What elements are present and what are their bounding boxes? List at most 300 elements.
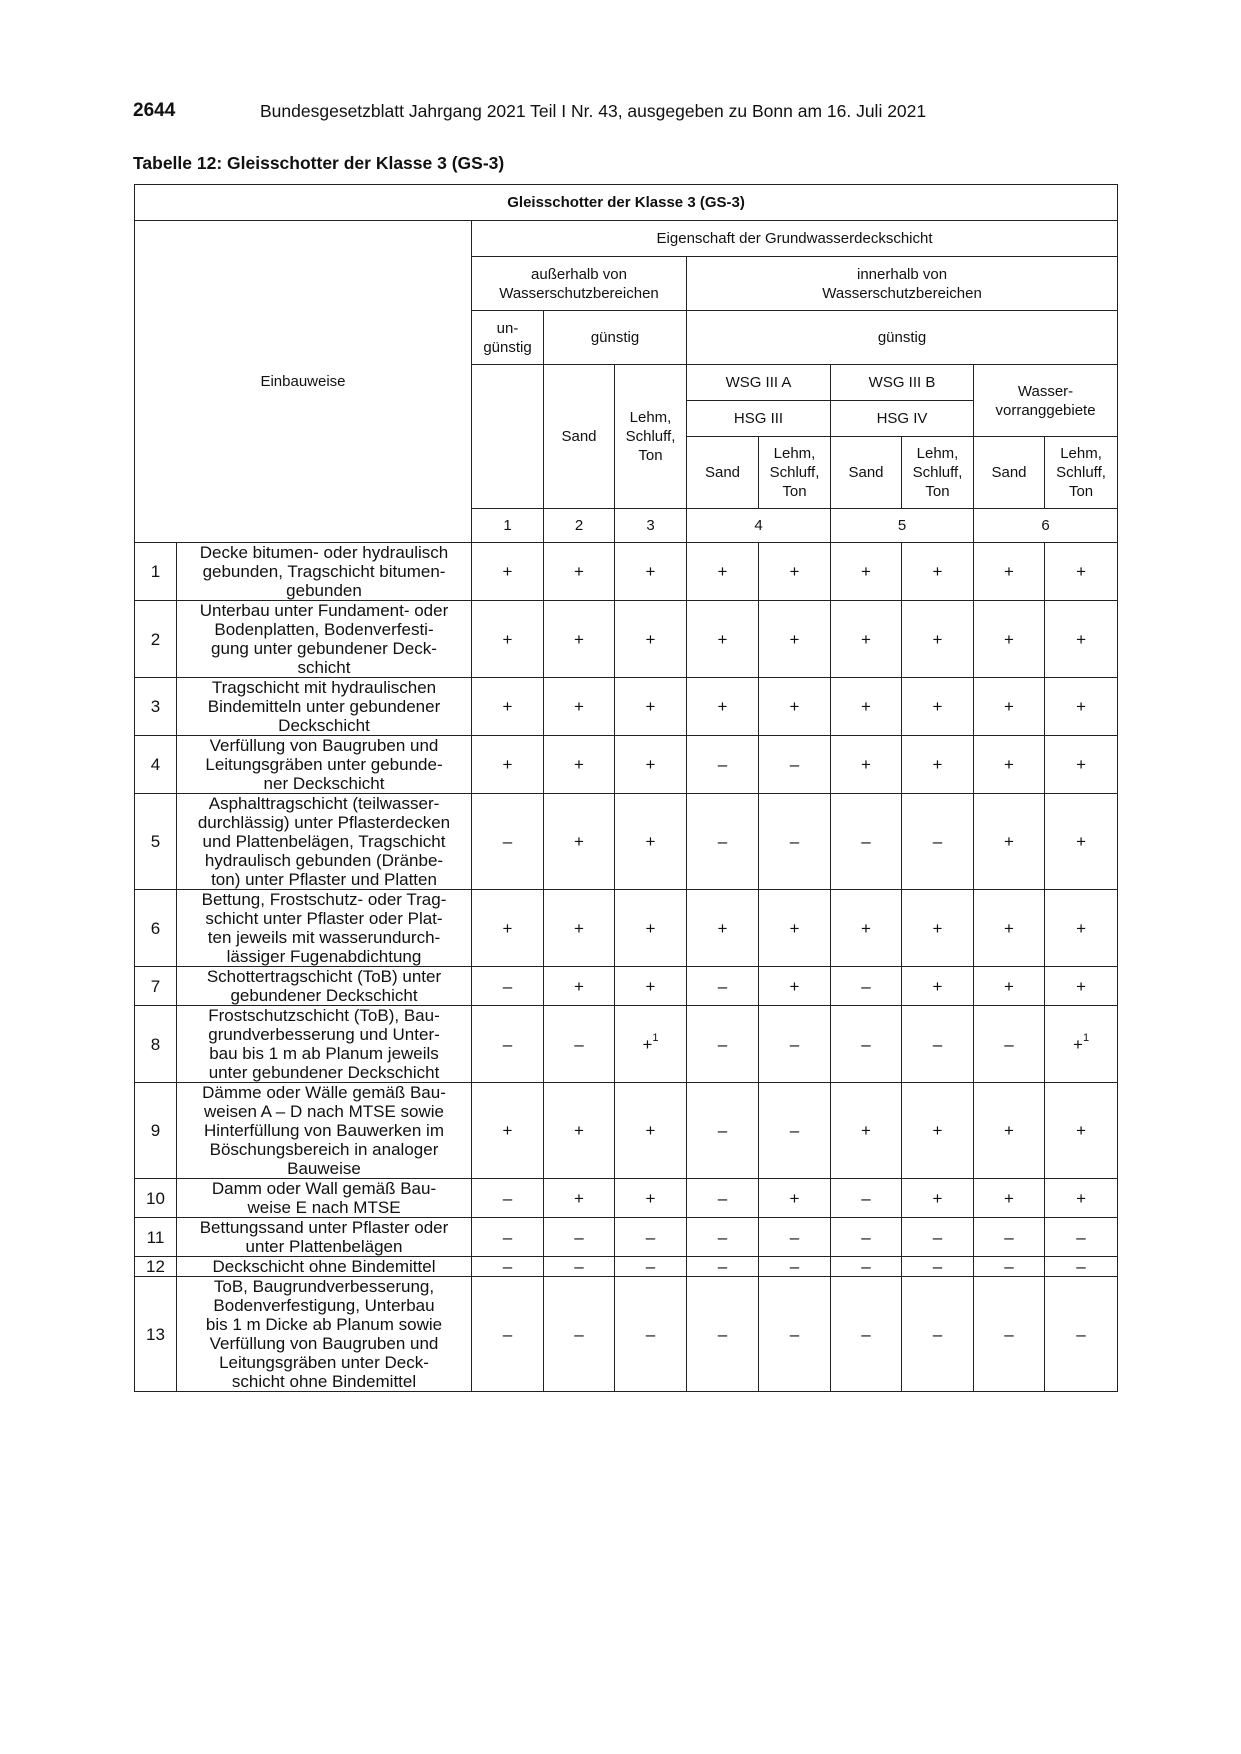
description-line: Dämme oder Wälle gemäß Bau- <box>202 1083 446 1102</box>
rating-value: + <box>932 1121 943 1140</box>
rating-cell <box>544 543 615 601</box>
description-line: Bettungssand unter Pflaster oder <box>199 1218 449 1237</box>
rating-value: – <box>789 1227 800 1247</box>
table-row <box>135 601 1118 678</box>
column-number: 5 <box>831 509 974 543</box>
header-sand: Sand <box>974 437 1045 509</box>
description-line: Damm oder Wall gemäß Bau- <box>211 1179 437 1198</box>
rating-value: + <box>789 918 800 938</box>
rating-value: + <box>861 697 871 716</box>
rating-cell <box>902 967 974 1006</box>
header-hsg4: HSG IV <box>831 401 974 437</box>
rating-cell <box>472 678 544 736</box>
description-line: ton) unter Pflaster und Platten <box>211 870 437 889</box>
description-line: Verfüllung von Baugruben und <box>209 1334 439 1353</box>
rating-cell <box>544 736 615 794</box>
header-ausserhalb <box>472 257 687 311</box>
header-line: günstig <box>483 338 532 356</box>
row-header-einbauweise: Einbauweise <box>135 221 472 543</box>
rating-cell <box>974 601 1045 678</box>
description-line: Böschungsbereich in analoger <box>209 1140 439 1159</box>
header-line: Lehm, <box>773 445 816 462</box>
header-sand: Sand <box>544 365 615 509</box>
description-line: weisen A – D nach MTSE sowie <box>203 1102 444 1121</box>
rating-cell <box>544 1277 615 1392</box>
page-header <box>133 100 1113 126</box>
rating-cell <box>831 1006 902 1083</box>
rating-value: + <box>642 1034 653 1054</box>
table-row <box>135 1083 1118 1179</box>
rating-value: – <box>789 1034 800 1054</box>
column-number: 6 <box>974 509 1118 543</box>
rating-cell <box>1045 890 1118 967</box>
rating-value: + <box>574 918 584 938</box>
header-sand: Sand <box>831 437 902 509</box>
table-row <box>135 1218 1118 1257</box>
column-number: 1 <box>472 509 544 543</box>
description-line: weise E nach MTSE <box>247 1198 401 1217</box>
row-number: 9 <box>135 1083 177 1179</box>
header-line: Lehm, <box>1060 445 1102 462</box>
rating-cell <box>831 890 902 967</box>
row-description <box>177 1218 472 1257</box>
rating-value: – <box>717 1034 728 1054</box>
header-line: un- <box>496 319 519 337</box>
header-line: Schluff, <box>1056 464 1106 481</box>
rating-value: + <box>1076 1188 1086 1208</box>
rating-value: – <box>789 1121 800 1140</box>
description-line: bis 1 m Dicke ab Planum sowie <box>205 1315 443 1334</box>
rating-value: – <box>502 832 513 851</box>
description-line: gebundener Deckschicht <box>230 986 418 1005</box>
description-line: Leitungsgräben unter gebunde- <box>205 755 443 774</box>
rating-cell <box>902 1277 974 1392</box>
table-row <box>135 794 1118 890</box>
rating-cell <box>1045 794 1118 890</box>
rating-value: – <box>574 1324 584 1344</box>
description-line: ner Deckschicht <box>263 774 385 793</box>
rating-cell <box>831 601 902 678</box>
header-lehm <box>902 437 974 509</box>
rating-value: + <box>502 918 513 938</box>
description-line: Leitungsgräben unter Deck- <box>219 1353 429 1372</box>
rating-cell <box>759 794 831 890</box>
column-number: 4 <box>687 509 831 543</box>
table-body <box>135 543 1118 1392</box>
rating-value: + <box>1076 832 1086 851</box>
rating-cell <box>544 1083 615 1179</box>
rating-value: + <box>932 755 943 774</box>
rating-value: + <box>645 918 656 938</box>
rating-cell <box>759 890 831 967</box>
row-description <box>177 543 472 601</box>
header-line: Schluff, <box>769 464 820 481</box>
rating-cell <box>1045 1179 1118 1218</box>
description-line: Bettung, Frostschutz- oder Trag- <box>201 890 447 909</box>
rating-cell <box>831 1257 902 1277</box>
header-guenstig-ausserhalb: günstig <box>544 311 687 365</box>
rating-value: + <box>502 629 513 649</box>
rating-value: + <box>574 1188 584 1208</box>
rating-cell <box>1045 601 1118 678</box>
rating-value: + <box>1004 918 1014 938</box>
description-line: gebunden <box>286 581 362 600</box>
rating-cell <box>544 1006 615 1083</box>
rating-cell <box>615 967 687 1006</box>
rating-cell <box>687 890 759 967</box>
rating-cell <box>544 890 615 967</box>
header-line: Ton <box>1068 483 1094 500</box>
table-row <box>135 1179 1118 1218</box>
rating-cell <box>902 1006 974 1083</box>
rating-value: + <box>861 1121 871 1140</box>
rating-value: – <box>1076 1324 1086 1344</box>
rating-value: + <box>717 918 728 938</box>
rating-value: – <box>1076 1227 1086 1247</box>
table-row <box>135 678 1118 736</box>
rating-value: + <box>1076 755 1086 774</box>
header-lehm <box>1045 437 1118 509</box>
rating-cell <box>902 1218 974 1257</box>
rating-cell <box>1045 543 1118 601</box>
rating-cell <box>759 967 831 1006</box>
row-number: 5 <box>135 794 177 890</box>
header-line: Lehm, <box>916 445 959 462</box>
rating-cell <box>615 543 687 601</box>
rating-cell <box>974 794 1045 890</box>
rating-cell <box>902 1083 974 1179</box>
description-line: durchlässig) unter Pflasterdecken <box>197 813 451 832</box>
running-title: Bundesgesetzblatt Jahrgang 2021 Teil I Nr. 43, ausgegeben zu Bonn am 16. Juli 2021 <box>260 101 927 121</box>
description-line: Asphalttragschicht (teilwasser- <box>208 794 440 813</box>
rating-cell <box>615 736 687 794</box>
header-lehm <box>759 437 831 509</box>
rating-value: + <box>645 755 656 774</box>
rating-value: – <box>717 1324 728 1344</box>
row-description <box>177 1006 472 1083</box>
rating-value: + <box>574 1121 584 1140</box>
rating-value: + <box>574 562 584 581</box>
description-line: Deckschicht <box>278 716 370 735</box>
rating-value: + <box>717 697 728 716</box>
header-line: Schluff, <box>625 428 676 445</box>
description-line: Bodenverfestigung, Unterbau <box>213 1296 435 1315</box>
table-row <box>135 543 1118 601</box>
rating-cell <box>974 1277 1045 1392</box>
rating-cell <box>902 678 974 736</box>
rating-value: + <box>502 562 513 581</box>
rating-value: + <box>502 755 513 774</box>
rating-cell <box>974 1218 1045 1257</box>
header-wasservorrang <box>974 365 1118 437</box>
description-line: Verfüllung von Baugruben und <box>209 736 439 755</box>
rating-cell <box>544 1257 615 1277</box>
description-line: gung unter gebundener Deck- <box>211 639 437 658</box>
rating-cell <box>687 736 759 794</box>
rating-cell <box>544 967 615 1006</box>
row-number: 13 <box>135 1277 177 1392</box>
rating-value: + <box>717 562 728 581</box>
rating-cell <box>544 1218 615 1257</box>
header-line: Wasserschutzbereichen <box>499 284 659 302</box>
rating-cell <box>687 678 759 736</box>
rating-value: + <box>502 1121 513 1140</box>
row-number: 12 <box>135 1257 177 1277</box>
rating-value: – <box>861 976 871 996</box>
rating-cell <box>1045 736 1118 794</box>
rating-value: + <box>1004 976 1014 996</box>
column-number: 3 <box>615 509 687 543</box>
row-number: 6 <box>135 890 177 967</box>
rating-cell <box>902 1257 974 1277</box>
rating-value: + <box>1004 1188 1014 1208</box>
rating-cell <box>759 1083 831 1179</box>
rating-cell <box>615 1083 687 1179</box>
rating-value: – <box>789 832 800 851</box>
rating-value: – <box>932 1227 943 1247</box>
rating-value: – <box>502 1188 513 1208</box>
row-number: 2 <box>135 601 177 678</box>
rating-cell <box>687 967 759 1006</box>
rating-value: + <box>932 976 943 996</box>
rating-value: – <box>717 1257 728 1276</box>
rating-value: + <box>645 976 656 996</box>
rating-value: – <box>502 976 513 996</box>
row-description <box>177 1277 472 1392</box>
header-line: vorranggebiete <box>995 401 1096 419</box>
rating-cell <box>615 1257 687 1277</box>
rating-cell <box>615 1006 687 1083</box>
rating-value: – <box>861 1188 871 1208</box>
header-line: Wasserschutzbereichen <box>822 284 982 302</box>
description-line: Bindemitteln unter gebundener <box>207 697 441 716</box>
header-line: innerhalb von <box>857 265 948 283</box>
table-caption: Tabelle 12: Gleisschotter der Klasse 3 (GS-3) <box>133 153 505 173</box>
rating-value: – <box>789 1257 800 1276</box>
rating-value: + <box>932 629 943 649</box>
header-line: Ton <box>925 483 950 500</box>
rating-cell <box>472 1006 544 1083</box>
rating-cell <box>759 543 831 601</box>
rating-cell <box>759 601 831 678</box>
rating-value: – <box>861 832 871 851</box>
rating-value: – <box>861 1227 871 1247</box>
rating-cell <box>902 794 974 890</box>
rating-value: – <box>717 976 728 996</box>
rating-value: – <box>932 832 943 851</box>
footnote-marker: 1 <box>1082 1031 1090 1044</box>
table-title: Gleisschotter der Klasse 3 (GS-3) <box>135 185 1118 221</box>
row-number: 10 <box>135 1179 177 1218</box>
rating-cell <box>1045 1257 1118 1277</box>
rating-value: + <box>861 918 871 938</box>
rating-value: – <box>789 755 800 774</box>
rating-cell <box>472 1083 544 1179</box>
rating-value: – <box>1004 1257 1014 1276</box>
rating-cell <box>831 1083 902 1179</box>
rating-cell <box>902 1179 974 1218</box>
description-line: hydraulisch gebunden (Dränbe- <box>204 851 444 870</box>
description-line: ten jeweils mit wasserundurch- <box>207 928 441 947</box>
description-line: unter Plattenbelägen <box>245 1237 403 1256</box>
rating-cell <box>831 967 902 1006</box>
row-description <box>177 967 472 1006</box>
table-row <box>135 890 1118 967</box>
rating-value: + <box>645 697 656 716</box>
rating-cell <box>687 1257 759 1277</box>
row-description <box>177 601 472 678</box>
rating-value: + <box>645 1188 656 1208</box>
description-line: Bodenplatten, Bodenverfesti- <box>214 620 434 639</box>
row-description <box>177 794 472 890</box>
description-line: schicht <box>297 658 351 677</box>
description-line: Tragschicht mit hydraulischen <box>211 678 437 697</box>
column-number: 2 <box>544 509 615 543</box>
description-line: bau bis 1 m ab Planum jeweils <box>209 1044 439 1063</box>
rating-cell <box>974 543 1045 601</box>
rating-cell <box>687 1179 759 1218</box>
description-line: schicht unter Pflaster oder Plat- <box>205 909 443 928</box>
rating-cell <box>974 1179 1045 1218</box>
description-line: Unterbau unter Fundament- oder <box>199 601 449 620</box>
rating-value: + <box>645 562 656 581</box>
rating-cell <box>974 678 1045 736</box>
rating-cell <box>472 1218 544 1257</box>
row-description <box>177 678 472 736</box>
rating-cell <box>1045 1218 1118 1257</box>
rating-value: – <box>717 1227 728 1247</box>
rating-cell <box>472 1179 544 1218</box>
rating-cell <box>759 736 831 794</box>
table-row <box>135 1277 1118 1392</box>
rating-value: + <box>645 629 656 649</box>
description-line: Hinterfüllung von Bauwerken im <box>203 1121 444 1140</box>
rating-cell <box>902 543 974 601</box>
rating-value: + <box>861 629 871 649</box>
rating-cell <box>831 794 902 890</box>
rating-value: + <box>789 697 800 716</box>
rating-value: – <box>717 1188 728 1208</box>
rating-cell <box>687 1218 759 1257</box>
rating-cell <box>615 601 687 678</box>
rating-cell <box>687 543 759 601</box>
rating-value: + <box>789 629 800 649</box>
rating-cell <box>544 601 615 678</box>
rating-value: – <box>645 1257 656 1276</box>
rating-cell <box>615 794 687 890</box>
rating-value: + <box>1004 832 1014 851</box>
rating-cell <box>759 1277 831 1392</box>
rating-cell <box>687 794 759 890</box>
rating-value: – <box>1004 1324 1014 1344</box>
rating-value: + <box>789 976 800 996</box>
rating-cell <box>831 736 902 794</box>
rating-value: + <box>502 697 513 716</box>
rating-cell <box>472 794 544 890</box>
rating-cell <box>472 601 544 678</box>
rating-value: + <box>789 562 800 581</box>
row-description <box>177 1083 472 1179</box>
rating-cell <box>472 890 544 967</box>
rating-cell <box>1045 678 1118 736</box>
rating-value: + <box>1076 629 1086 649</box>
rating-value: + <box>1076 1121 1086 1140</box>
row-description <box>177 1179 472 1218</box>
rating-cell <box>759 1006 831 1083</box>
rating-cell <box>472 736 544 794</box>
header-lehm <box>615 365 687 509</box>
description-line: Schottertragschicht (ToB) unter <box>206 967 442 986</box>
header-wsg3b: WSG III B <box>831 365 974 401</box>
header-line: außerhalb von <box>531 265 627 283</box>
header-line: Wasser- <box>1017 382 1074 400</box>
rating-cell <box>974 967 1045 1006</box>
rating-value: + <box>1004 562 1014 581</box>
header-line: Schluff, <box>912 464 963 481</box>
rating-cell <box>974 736 1045 794</box>
row-number: 11 <box>135 1218 177 1257</box>
rating-cell <box>615 1218 687 1257</box>
rating-value: – <box>1004 1227 1014 1247</box>
rating-value: – <box>932 1324 943 1344</box>
header-innerhalb <box>687 257 1118 311</box>
rating-cell <box>472 1257 544 1277</box>
description-line: Frostschutzschicht (ToB), Bau- <box>208 1006 440 1025</box>
gs3-table <box>134 184 1118 1392</box>
rating-cell <box>831 1179 902 1218</box>
header-line: Ton <box>782 483 807 500</box>
description-line: und Plattenbelägen, Tragschicht <box>202 832 446 851</box>
rating-cell <box>1045 1006 1118 1083</box>
table-row <box>135 1006 1118 1083</box>
rating-value: – <box>574 1034 584 1054</box>
rating-cell <box>974 1257 1045 1277</box>
rating-cell <box>759 678 831 736</box>
header-line: Lehm, <box>629 409 672 426</box>
rating-cell <box>1045 1277 1118 1392</box>
rating-value: – <box>502 1257 513 1276</box>
rating-value: + <box>1076 562 1086 581</box>
row-description <box>177 736 472 794</box>
rating-cell <box>544 1179 615 1218</box>
row-number: 4 <box>135 736 177 794</box>
rating-value: + <box>1073 1034 1083 1054</box>
rating-value: – <box>1076 1257 1086 1276</box>
page-number: 2644 <box>133 100 176 121</box>
header-eigenschaft: Eigenschaft der Grundwasserdeckschicht <box>472 221 1118 257</box>
rating-cell <box>902 890 974 967</box>
rating-value: – <box>861 1034 871 1054</box>
rating-value: + <box>1076 976 1086 996</box>
rating-cell <box>831 543 902 601</box>
rating-cell <box>615 1179 687 1218</box>
rating-cell <box>615 678 687 736</box>
row-number: 7 <box>135 967 177 1006</box>
rating-value: + <box>574 755 584 774</box>
row-description <box>177 890 472 967</box>
rating-value: – <box>717 832 728 851</box>
header-empty <box>472 365 544 509</box>
header-unguenstig <box>472 311 544 365</box>
table-row <box>135 967 1118 1006</box>
footnote-marker: 1 <box>652 1031 659 1044</box>
row-number: 3 <box>135 678 177 736</box>
rating-cell <box>759 1179 831 1218</box>
rating-cell <box>472 543 544 601</box>
description-line: unter gebundener Deckschicht <box>208 1063 440 1082</box>
description-line: ToB, Baugrundverbesserung, <box>213 1277 435 1296</box>
rating-value: + <box>1004 1121 1014 1140</box>
